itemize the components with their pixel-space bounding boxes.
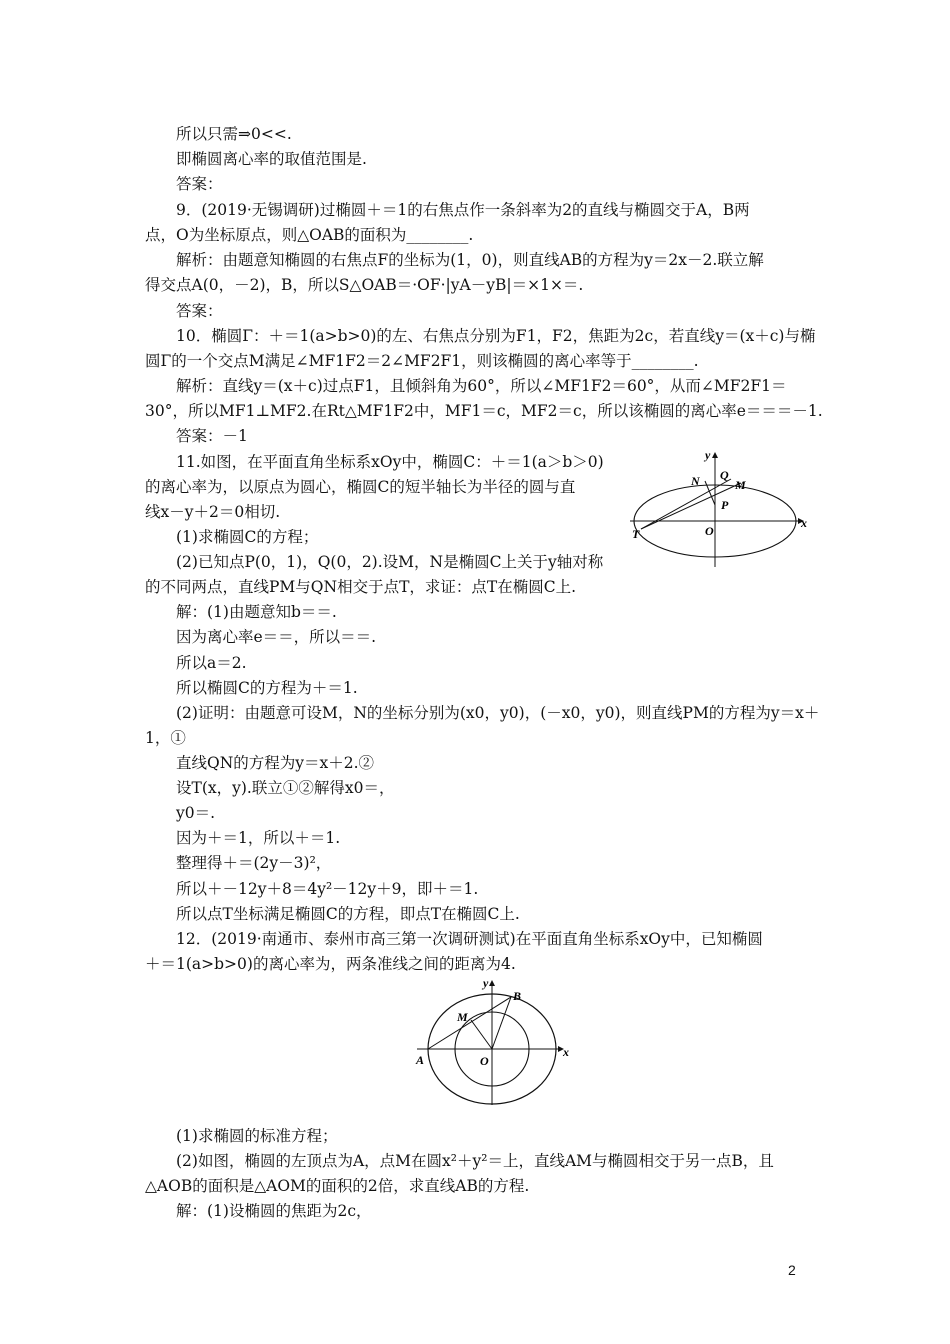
text-line: 设T(x，y).联立①②解得x0＝， xyxy=(176,779,395,797)
fig2-label-x: x xyxy=(563,1045,569,1059)
problem-12-line-2: ＋＝1(a>b>0)的离心率为，两条准线之间的距离为4. xyxy=(145,955,516,973)
text-line: (1)求椭圆的标准方程； xyxy=(176,1127,338,1145)
text-line: 答案：－1 xyxy=(176,427,248,445)
figure-ellipse-1 xyxy=(625,445,820,570)
fig1-label-x: x xyxy=(801,516,807,530)
text-line: 所以椭圆C的方程为＋＝1. xyxy=(176,679,358,697)
text-line: (2)证明：由题意可设M，N的坐标分别为(x0，y0)，(－x0，y0)，则直线PM的方程为y＝x＋ xyxy=(176,704,820,722)
text-line: 答案： xyxy=(176,302,223,320)
fig2-label-a: A xyxy=(416,1053,425,1067)
text-line: 整理得＋＝(2y－3)²， xyxy=(176,854,332,872)
problem-11-line-2: 的离心率为，以原点为圆心，椭圆C的短半轴长为半径的圆与直 xyxy=(145,478,576,496)
fig1-label-y: y xyxy=(705,448,711,462)
figure-ellipse-2 xyxy=(405,975,580,1115)
problem-12-line-1: 12．(2019·南通市、泰州市高三第一次调研测试)在平面直角坐标系xOy中，已知椭圆 xyxy=(176,930,763,948)
fig1-label-p: P xyxy=(721,498,729,512)
text-line: 解析：由题意知椭圆的右焦点F的坐标为(1，0)，则直线AB的方程为y＝2x－2.联立解 xyxy=(176,251,764,269)
problem-11-line-3: 线x－y＋2＝0相切. xyxy=(145,503,281,521)
problem-9-line-2: 点，O为坐标原点，则△OAB的面积为________. xyxy=(145,226,474,244)
problem-11-line-1: 11.如图，在平面直角坐标系xOy中，椭圆C：＋＝1(a＞b＞0) xyxy=(176,453,604,471)
text-line: y0＝. xyxy=(176,804,216,822)
text-line: △AOB的面积是△AOM的面积的2倍，求直线AB的方程. xyxy=(145,1177,530,1195)
text-line: 解析：直线y＝(x＋c)过点F1，且倾斜角为60°，所以∠MF1F2＝60°，从而∠MF2F1＝ xyxy=(176,377,787,395)
text-line: 所以a＝2. xyxy=(176,654,247,672)
text-line: 解：(1)由题意知b＝＝. xyxy=(176,603,337,621)
problem-10-line-1: 10．椭圆Γ：＋＝1(a>b>0)的左、右焦点分别为F1，F2，焦距为2c，若直线y＝(x＋c)与椭 xyxy=(176,327,816,345)
problem-9-line-1: 9．(2019·无锡调研)过椭圆＋＝1的右焦点作一条斜率为2的直线与椭圆交于A，B两 xyxy=(176,201,750,219)
text-line: 1，① xyxy=(145,729,186,747)
fig2-label-m: M xyxy=(457,1010,468,1024)
problem-10-line-2: 圆Γ的一个交点M满足∠MF1F2＝2∠MF2F1，则该椭圆的离心率等于________. xyxy=(145,352,699,370)
text-line: (2)如图，椭圆的左顶点为A，点M在圆x²＋y²＝上，直线AM与椭圆相交于另一点B，且 xyxy=(176,1152,774,1170)
text-line: 即椭圆离心率的取值范围是. xyxy=(176,150,367,168)
text-line: (2)已知点P(0，1)，Q(0，2).设M，N是椭圆C上关于y轴对称 xyxy=(176,553,604,571)
fig1-label-o: O xyxy=(705,524,714,538)
fig1-label-n: N xyxy=(691,474,700,488)
text-line: 所以＋－12y＋8＝4y²－12y＋9，即＋＝1. xyxy=(176,880,479,898)
text-line: 因为＋＝1，所以＋＝1. xyxy=(176,829,341,847)
page-number: 2 xyxy=(788,1262,796,1278)
text-line: 解：(1)设椭圆的焦距为2c， xyxy=(176,1202,372,1220)
text-line: (1)求椭圆C的方程； xyxy=(176,528,319,546)
text-line: 因为离心率e＝＝，所以＝＝. xyxy=(176,628,377,646)
text-line: 所以只需⇒0<<. xyxy=(176,125,292,143)
fig1-label-q: Q xyxy=(720,468,729,482)
text-line: 直线QN的方程为y＝x＋2.② xyxy=(176,754,375,772)
text-line: 得交点A(0，－2)，B，所以S△OAB＝·OF·|yA－yB|＝×1×＝. xyxy=(145,276,584,294)
text-line: 所以点T坐标满足椭圆C的方程，即点T在椭圆C上. xyxy=(176,905,520,923)
text-line: 30°，所以MF1⊥MF2.在Rt△MF1F2中，MF1＝c，MF2＝c，所以该椭圆的离心率e＝＝＝－1. xyxy=(145,402,823,420)
fig2-label-b: B xyxy=(513,989,522,1003)
text-line: 的不同两点，直线PM与QN相交于点T，求证：点T在椭圆C上. xyxy=(145,578,577,596)
fig1-label-t: T xyxy=(632,527,640,541)
fig2-label-y: y xyxy=(483,976,489,990)
text-line: 答案： xyxy=(176,175,223,193)
fig2-label-o: O xyxy=(480,1054,489,1068)
fig1-label-m: M xyxy=(735,478,746,492)
